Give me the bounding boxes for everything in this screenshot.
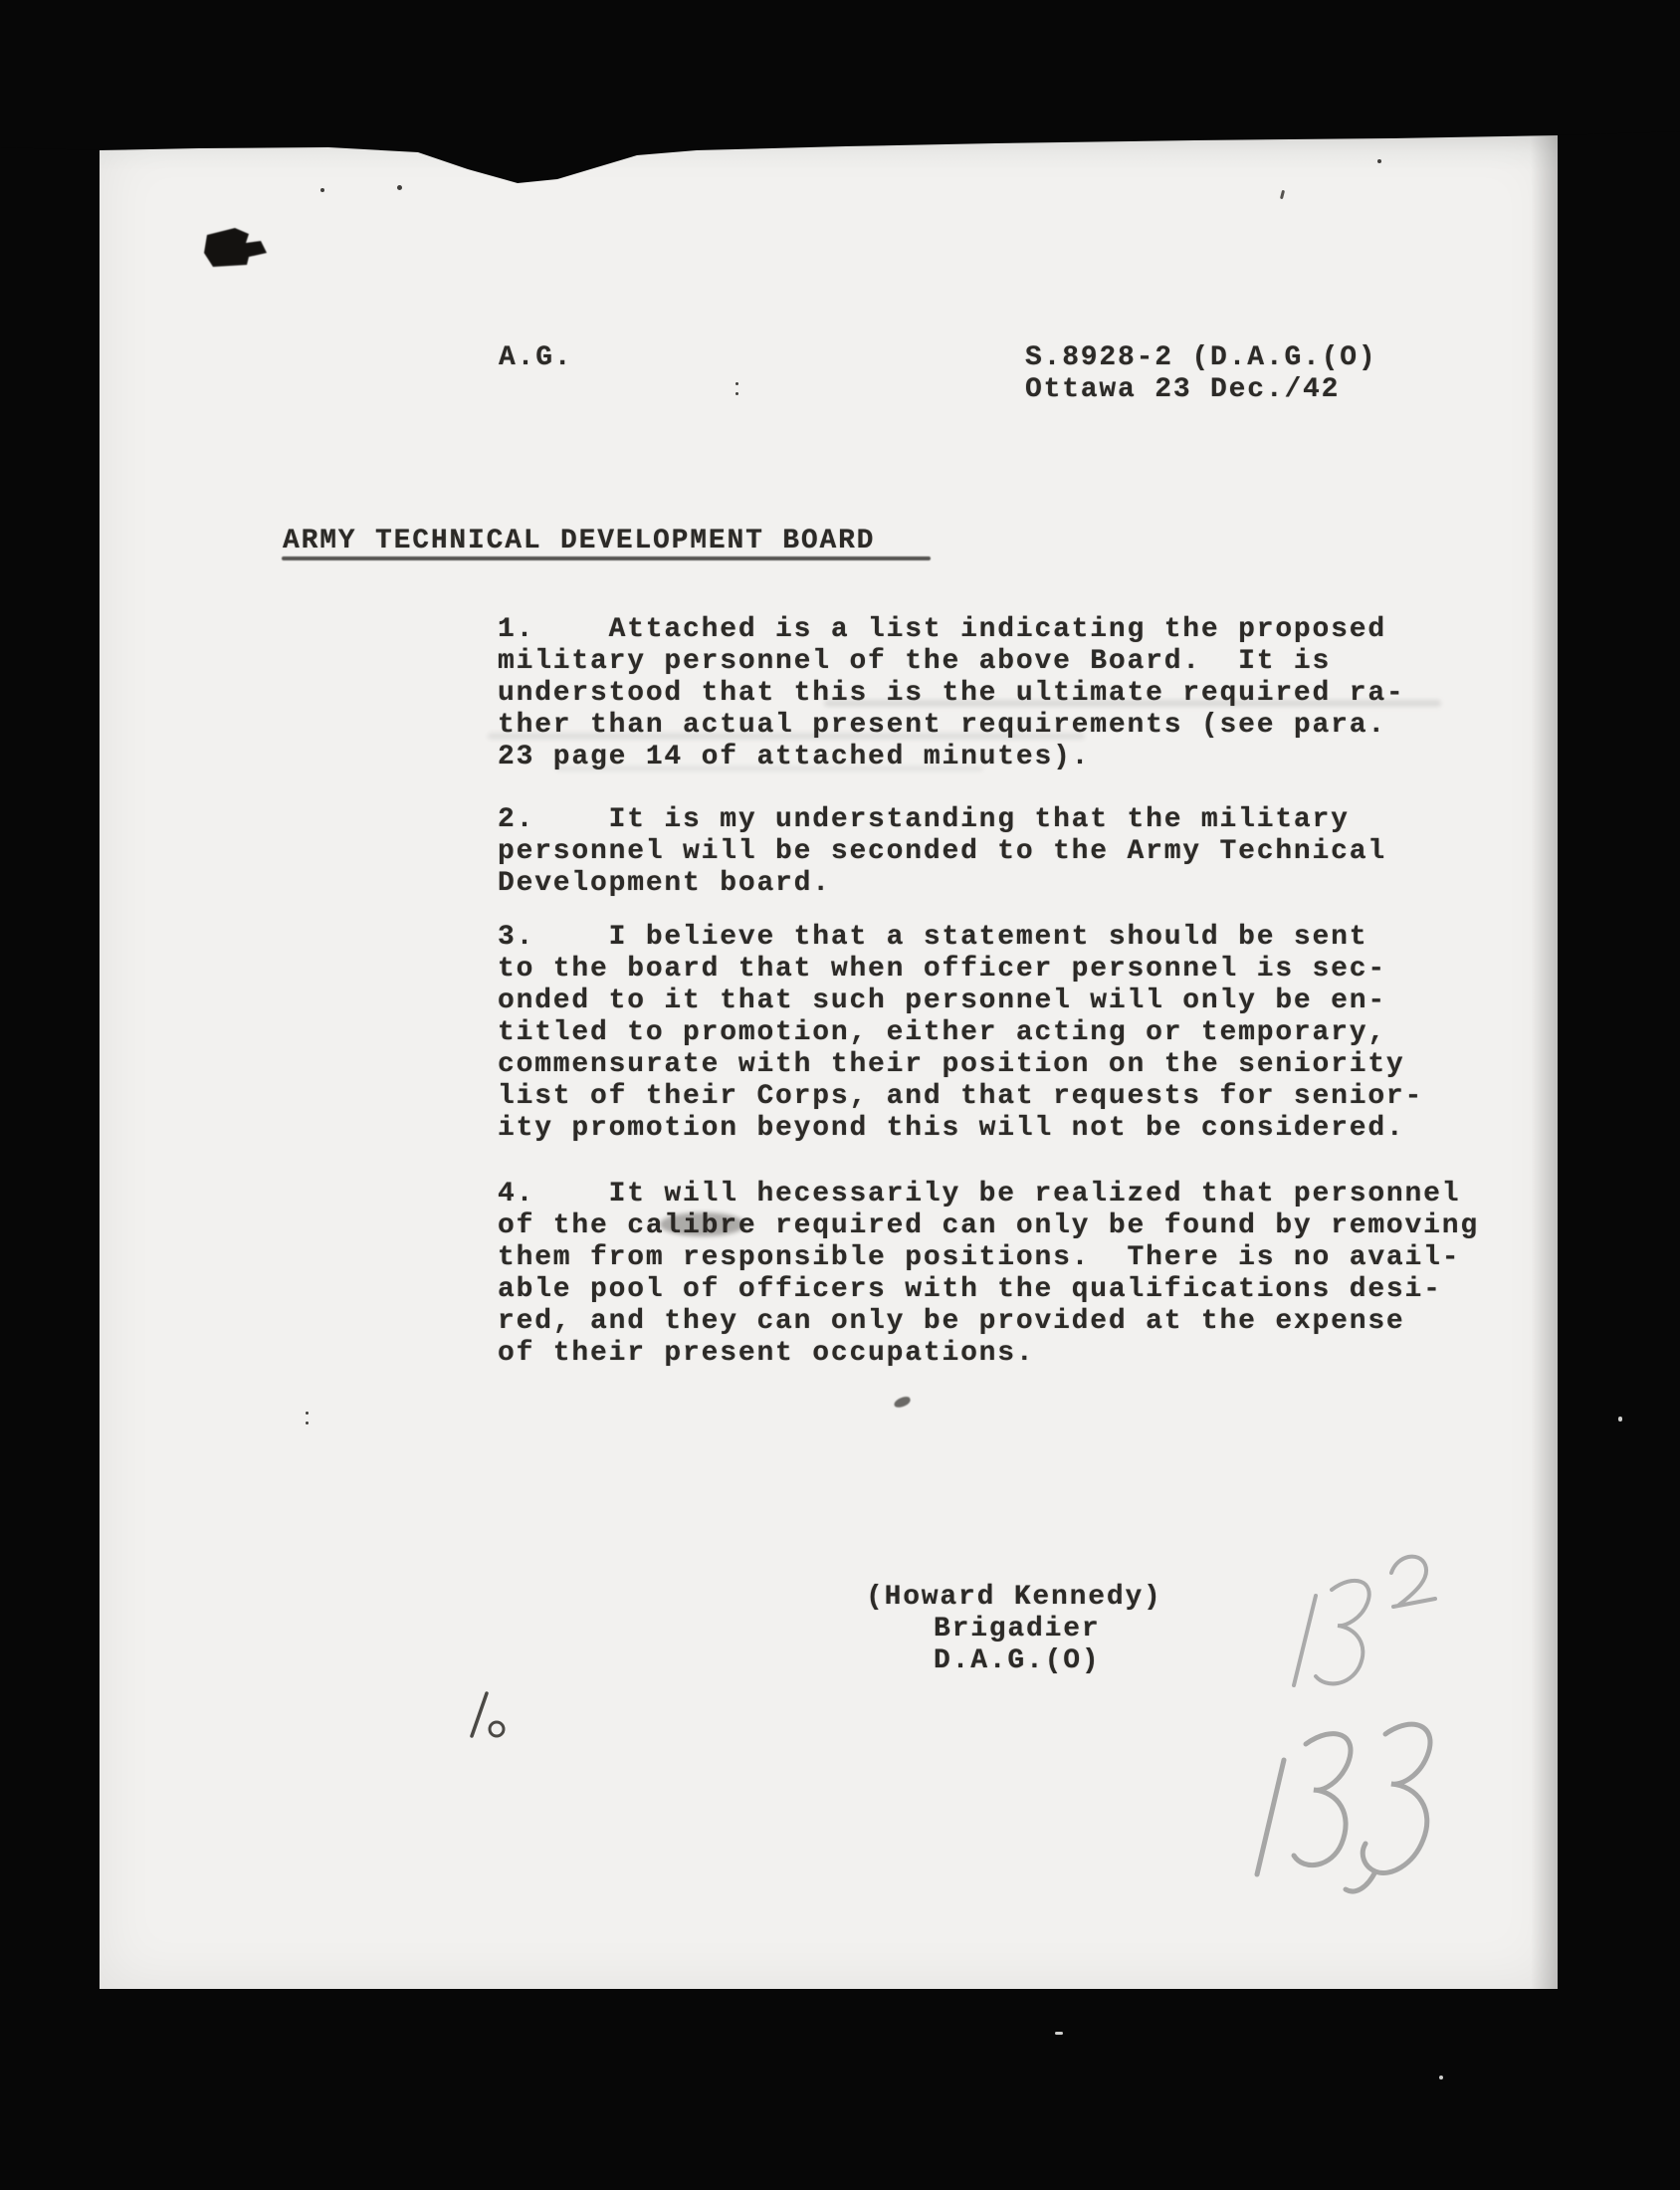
file-reference: S.8928-2 (D.A.G.(O) <box>1025 342 1377 373</box>
originator-reference: A.G. <box>499 342 573 373</box>
typed-line: them from responsible positions. There is no avail- <box>498 1242 1461 1273</box>
typed-line: 23 page 14 of attached minutes). <box>498 742 1091 772</box>
typed-line: of the calibre required can only be found by removing <box>498 1210 1479 1241</box>
scan-edge-shadow-top <box>0 127 1680 197</box>
signature-rank: Brigadier <box>934 1614 1101 1644</box>
signature-appointment: D.A.G.(O) <box>934 1645 1101 1676</box>
typed-line: military personnel of the above Board. It is <box>498 646 1332 677</box>
speck <box>306 1412 309 1415</box>
typed-line: 1. Attached is a list indicating the proposed <box>498 614 1386 645</box>
speck <box>1618 1417 1622 1422</box>
ink-blob <box>197 221 277 277</box>
title-underline <box>282 556 931 560</box>
typed-line: commensurate with their position on the seniority <box>498 1049 1405 1080</box>
typed-line: red, and they can only be provided at the expense <box>498 1306 1405 1337</box>
pencil-page-number-bottom <box>1244 1717 1453 1906</box>
pencil-page-number-top <box>1284 1543 1448 1702</box>
typed-line: to the board that when officer personnel is sec- <box>498 954 1386 985</box>
typed-line: understood that this is the ultimate required ra- <box>498 678 1405 709</box>
typed-line: ther than actual present requirements (see para. <box>498 710 1386 741</box>
typed-line: of their present occupations. <box>498 1338 1035 1369</box>
place-date-line: Ottawa 23 Dec./42 <box>1025 374 1341 405</box>
document-title: ARMY TECHNICAL DEVELOPMENT BOARD <box>283 526 876 556</box>
typed-line: list of their Corps, and that requests for senior- <box>498 1081 1424 1112</box>
scan-edge-shadow-right <box>1531 131 1558 1989</box>
typed-line: 2. It is my understanding that the military <box>498 804 1350 835</box>
paragraph-1 <box>498 614 1405 773</box>
typed-line: onded to it that such personnel will only be en- <box>498 986 1386 1016</box>
signature-name: (Howard Kennedy) <box>866 1582 1162 1613</box>
handwritten-initials-mark <box>463 1687 518 1747</box>
paragraph-4 <box>498 1179 1479 1370</box>
speck <box>735 392 738 395</box>
speck <box>1055 2032 1063 2035</box>
typed-line: ity promotion beyond this will not be considered. <box>498 1113 1405 1144</box>
speck <box>1377 159 1381 163</box>
speck <box>1439 2076 1443 2080</box>
typed-line: able pool of officers with the qualifications desi- <box>498 1274 1442 1305</box>
typed-line: titled to promotion, either acting or temporary, <box>498 1017 1386 1048</box>
typed-line: Development board. <box>498 868 831 899</box>
paragraph-2 <box>498 804 1386 900</box>
speck <box>735 382 738 385</box>
overstrike-blot <box>660 1212 745 1236</box>
paragraph-3 <box>498 922 1423 1145</box>
speck <box>320 188 324 192</box>
typed-line: personnel will be seconded to the Army Technical <box>498 836 1386 867</box>
typed-line: 4. It will hecessarily be realized that personnel <box>498 1179 1461 1209</box>
speck <box>306 1422 309 1424</box>
speck <box>397 185 402 190</box>
typed-line: 3. I believe that a statement should be sent <box>498 922 1368 953</box>
